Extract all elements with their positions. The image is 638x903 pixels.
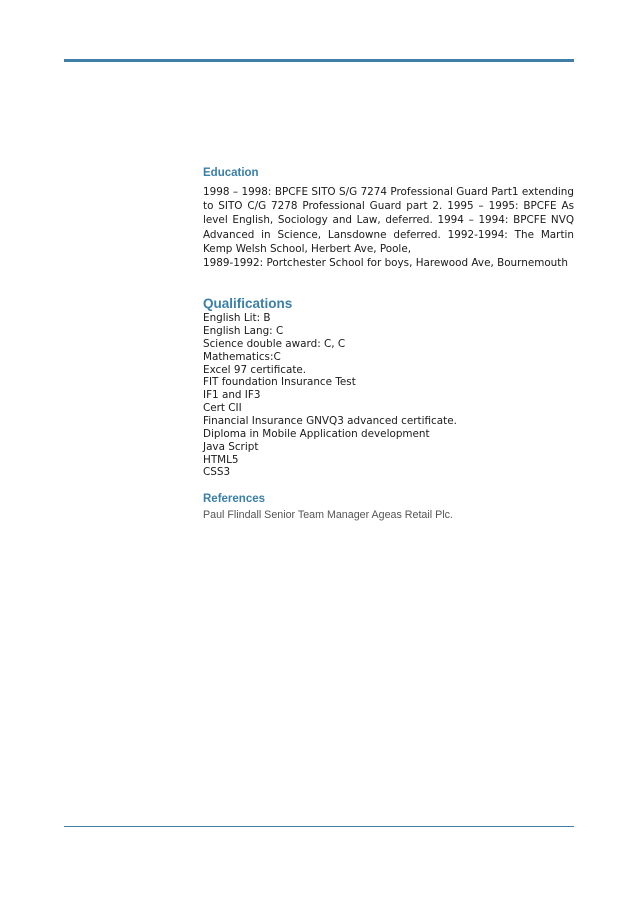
references-heading: References	[203, 493, 266, 506]
qualification-item: IF1 and IF3	[203, 389, 261, 402]
qualification-item: HTML5	[203, 453, 239, 466]
qualification-item: Excel 97 certificate.	[203, 363, 307, 376]
education-section	[203, 166, 574, 270]
references-section	[203, 492, 574, 522]
qualification-item: Financial Insurance GNVQ3 advanced certificate.	[203, 414, 457, 427]
education-heading: Education	[203, 167, 259, 179]
qualification-item: Java Script	[203, 440, 259, 453]
cv-content	[203, 166, 574, 522]
bottom-rule	[64, 826, 574, 827]
reference-entry: Paul Flindall Senior Team Manager Ageas Retail Plc.	[203, 509, 453, 522]
qualifications-section	[203, 296, 574, 479]
qualifications-list	[203, 312, 574, 479]
top-rule	[64, 59, 574, 62]
qualification-item: FIT foundation Insurance Test	[203, 376, 356, 389]
qualifications-heading: Qualifications	[203, 296, 293, 312]
qualification-item: Science double award: C, C	[203, 337, 346, 350]
education-paragraph: 1998 – 1998: BPCFE SITO S/G 7274 Professional Guard Part1 extending to SITO C/G 7278 Professional Guard part 2. 1995 – 1995: BPCFE As level English, Sociology and Law, deferred. 1994 – 1994: BPCFE NVQ Advanced in Science, Lansdowne deferred. 1992-1994: The Martin Kemp Welsh School, Herbert Ave, Poole,	[203, 186, 574, 255]
qualification-item: English Lang: C	[203, 325, 284, 338]
education-last-line: 1989-1992: Portchester School for boys, Harewood Ave, Bournemouth	[203, 257, 568, 270]
qualification-item: Cert CII	[203, 402, 242, 415]
qualification-item: CSS3	[203, 466, 231, 479]
qualification-item: Diploma in Mobile Application development	[203, 427, 430, 440]
qualification-item: Mathematics:C	[203, 350, 281, 363]
qualification-item: English Lit: B	[203, 312, 271, 325]
